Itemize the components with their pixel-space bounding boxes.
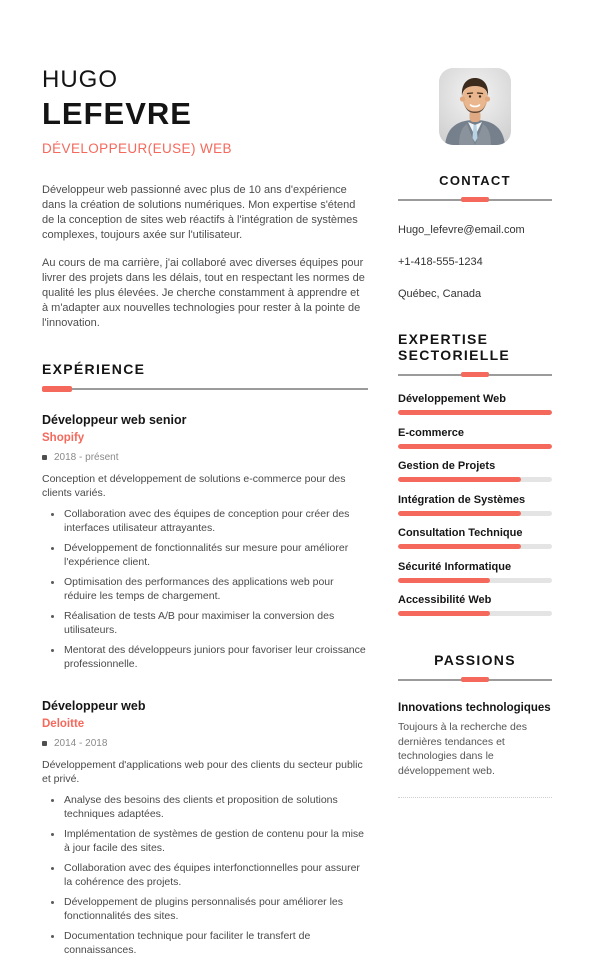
skill-bar-track (398, 578, 552, 583)
skill-row (398, 561, 552, 583)
skill-bar-fill (398, 611, 490, 616)
skill-label: Développement Web (398, 393, 506, 405)
date-range: 2018 - présent (54, 452, 119, 463)
section-divider (398, 372, 552, 378)
job-entry (42, 699, 368, 957)
job-bullet: Documentation technique pour faciliter le transfert de connaissances. (42, 929, 368, 957)
skill-row (398, 393, 552, 415)
skill-row (398, 594, 552, 616)
passion-title: Innovations technologiques (398, 702, 551, 714)
job-bullet-list (42, 507, 368, 671)
date-square-icon (42, 455, 47, 460)
job-bullet: Réalisation de tests A/B pour maximiser la conversion des utilisateurs. (42, 609, 368, 637)
section-divider (398, 677, 552, 683)
divider-line (42, 388, 368, 390)
job-description: Conception et développement de solutions e-commerce pour des clients variés. (42, 473, 346, 499)
skill-bar-fill (398, 477, 521, 482)
skill-row (398, 527, 552, 549)
summary-paragraph: Développeur web passionné avec plus de 10 ans d'expérience dans la création de solutions numériques. Mon expertise s'étend de la conception de sites web réactifs à l'intégration de systèmes complexes, toujours axée sur l'utilisateur. (42, 184, 358, 241)
summary-paragraph: Au cours de ma carrière, j'ai collaboré avec diverses équipes pour livrer des projets dans les délais, tout en respectant les normes de qualité les plus élevées. Je cherche constamment à apprendre et à m'adapter aux nouvelles technologies pour rester à la pointe de l'innovation. (42, 257, 365, 329)
dotted-separator (398, 797, 552, 798)
section-divider (398, 197, 552, 203)
divider-accent-pill (461, 677, 489, 682)
contact-email: Hugo_lefevre@email.com (398, 224, 525, 236)
skill-label: E-commerce (398, 426, 465, 439)
contact-section-title: CONTACT (439, 173, 511, 188)
date-square-icon (42, 741, 47, 746)
left-column (42, 66, 368, 957)
job-bullet: Collaboration avec des équipes interfonctionnelles pour assurer la cohérence des projets. (42, 861, 368, 889)
skill-label: Intégration de Systèmes (398, 493, 526, 506)
passions-section (398, 652, 552, 798)
skill-list (398, 393, 552, 616)
passion-item (398, 702, 552, 778)
contact-location: Québec, Canada (398, 288, 482, 300)
experience-section-title: EXPÉRIENCE (42, 361, 146, 377)
skill-bar-fill (398, 544, 521, 549)
skill-bar-fill (398, 578, 490, 583)
job-bullet: Développement de fonctionnalités sur mesure pour améliorer l'expérience client. (42, 541, 368, 569)
expertise-section-title: EXPERTISE SECTORIELLE (398, 331, 511, 363)
contact-items (398, 224, 552, 301)
name-block (42, 66, 368, 156)
contact-phone: +1-418-555-1234 (398, 256, 483, 268)
skill-bar-fill (398, 444, 552, 449)
summary (42, 183, 368, 331)
skill-bar-track (398, 511, 552, 516)
job-bullet-list (42, 793, 368, 957)
job-title: DÉVELOPPEUR(EUSE) WEB (42, 141, 232, 156)
date-row (42, 452, 368, 463)
job-bullet: Mentorat des développeurs juniors pour favoriser leur croissance professionnelle. (42, 643, 368, 671)
expertise-section (398, 331, 552, 616)
passion-text: Toujours à la recherche des dernières tendances et technologies dans le développement web. (398, 721, 527, 777)
skill-row (398, 460, 552, 482)
job-bullet: Implémentation de systèmes de gestion de contenu pour la mise à jour facile des sites. (42, 827, 368, 855)
skill-bar-track (398, 611, 552, 616)
company-name: Shopify (42, 432, 85, 444)
experience-section (42, 361, 368, 957)
right-column (398, 66, 552, 957)
company-name: Deloitte (42, 718, 85, 730)
date-row (42, 738, 368, 749)
skill-label: Gestion de Projets (398, 460, 496, 472)
job-title-text: Développeur web senior (42, 413, 187, 427)
skill-bar-track (398, 477, 552, 482)
job-title-text: Développeur web (42, 699, 146, 713)
skill-label: Consultation Technique (398, 527, 523, 539)
job-bullet: Optimisation des performances des applications web pour réduire les temps de chargement. (42, 575, 368, 603)
section-divider (42, 386, 368, 392)
divider-accent-pill (461, 372, 489, 377)
job-entry (42, 413, 368, 671)
job-description: Développement d'applications web pour des clients du secteur public et privé. (42, 759, 363, 785)
job-bullet: Développement de plugins personnalisés pour améliorer les fonctionnalités des sites. (42, 895, 368, 923)
divider-accent-pill (42, 386, 72, 392)
skill-bar-fill (398, 410, 552, 415)
skill-row (398, 427, 552, 449)
profile-photo (439, 68, 511, 145)
job-bullet: Collaboration avec des équipes de conception pour créer des interfaces utilisateur attrayantes. (42, 507, 368, 535)
last-name: LEFEVRE (42, 96, 192, 131)
skill-bar-fill (398, 511, 521, 516)
skill-bar-track (398, 410, 552, 415)
contact-section (398, 173, 552, 301)
skill-label: Sécurité Informatique (398, 560, 512, 573)
skill-bar-track (398, 544, 552, 549)
first-name: HUGO (42, 66, 118, 93)
job-bullet: Analyse des besoins des clients et proposition de solutions techniques adaptées. (42, 793, 368, 821)
date-range: 2014 - 2018 (54, 738, 108, 749)
skill-bar-track (398, 444, 552, 449)
skill-row (398, 494, 552, 516)
passions-section-title: PASSIONS (434, 652, 516, 668)
divider-accent-pill (461, 197, 489, 202)
skill-label: Accessibilité Web (398, 594, 492, 606)
